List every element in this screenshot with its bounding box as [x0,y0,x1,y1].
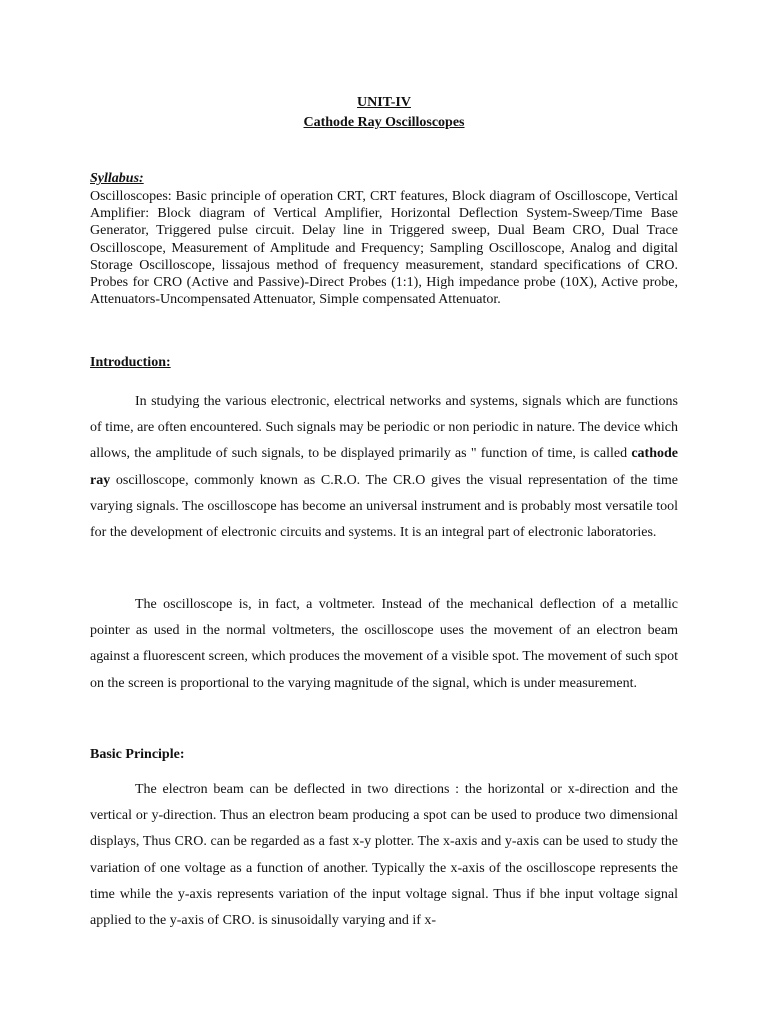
unit-title: UNIT-IV [357,95,411,110]
basic-principle-heading: Basic Principle: [90,747,185,762]
basic-principle-paragraph: The electron beam can be deflected in two directions : the horizontal or x-direction and the vertical or y-direction. Thus an electron beam producing a spot can be used to produce two dimensional displays, Thus CRO. can be regarded as a fast x-y plotter. The x-axis and y-axis can be used to study the variation of one voltage as a function of another. Typically the x-axis of the oscilloscope represents the time while the y-axis represents variation of the input voltage signal. Thus if bhe input voltage signal applied to the y-axis of CRO. is sinusoidally varying and if x- [90,782,678,929]
introduction-heading: Introduction: [90,355,171,370]
paragraph-text-before: In studying the various electronic, electrical networks and systems, signals which are functions of time, are often encountered. Such signals may be periodic or non periodic in nature. The device which allows, the amplitude of such signals, to be displayed primarily as " function of time, is called [90,394,678,462]
syllabus-heading: Syllabus: [90,171,144,186]
chapter-title: Cathode Ray Oscilloscopes [303,115,465,130]
introduction-paragraph-2: The oscilloscope is, in fact, a voltmeter. Instead of the mechanical deflection of a metallic pointer as used in the normal voltmeters, the oscilloscope uses the movement of an electron beam against a fluorescent screen, which produces the movement of a visible spot. The movement of such spot on the screen is proportional to the varying magnitude of the signal, which is under measurement. [90,597,678,691]
paragraph-text-after: oscilloscope, commonly known as C.R.O. The CR.O gives the visual representation of the time varying signals. The oscilloscope has become an universal instrument and is probably most versatile tool for the development of electronic circuits and systems. It is an integral part of electronic laboratories. [90,472,678,541]
introduction-paragraph-1 [90,389,678,546]
bold-term: cathode ray [90,446,678,488]
syllabus-text: Oscilloscopes: Basic principle of operation CRT, CRT features, Block diagram of Oscilloscope, Vertical Amplifier: Block diagram of Vertical Amplifier, Horizontal Deflection System-Sweep/Time Base Generator, Triggered pulse circuit. Delay line in Triggered sweep, Dual Beam CRO, Dual Trace Oscilloscope, Measurement of Amplitude and Frequency; Sampling Oscilloscope, Analog and digital Storage Oscilloscope, lissajous method of frequency measurement, standard specifications of CRO. Probes for CRO (Active and Passive)-Direct Probes (1:1), High impedance probe (10X), Active probe, Attenuators-Uncompensated Attenuator, Simple compensated Attenuator. [90,189,678,308]
